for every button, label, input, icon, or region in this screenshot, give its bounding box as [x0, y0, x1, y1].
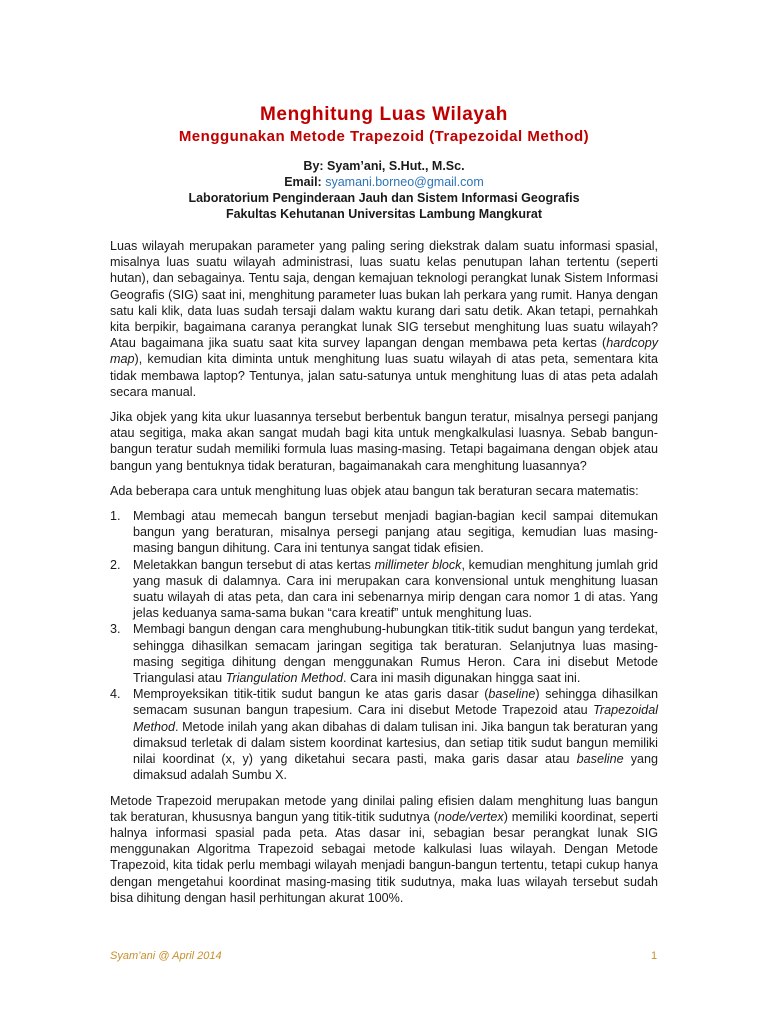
text-run: . Metode inilah yang akan dibahas di dalam tulisan ini. Jika bangun tak beraturan yang dimaksud terletak di dalam sistem koordinat kartesius, dan setiap titik sudut bangun memiliki nilai koordinat (x, y) yang diketahui secara pasti, maka garis dasar atau	[133, 719, 658, 767]
text-run: Luas wilayah merupakan parameter yang paling sering diekstrak dalam suatu informasi spasial, misalnya luas suatu wilayah administrasi, luas suatu kelas penutupan lahan tertentu (seperti hutan), dan sebagainya. Tentu saja, dengan kemajuan teknologi perangkat lunak Sistem Informasi Geografis (SIG) saat ini, menghitung parameter luas bukan lah perkara yang rumit. Hanya dengan satu kali klik, data luas sudah tersaji dalam waktu kurang dari satu detik. Akan tetapi, pernahkah kita berpikir, bagaimana caranya perangkat lunak SIG tersebut menghitung luas suatu wilayah? Atau bagaimana jika suatu saat kita survey lapangan dengan membawa peta kertas (	[110, 239, 658, 351]
document-body	[110, 238, 658, 915]
email-label: Email:	[284, 175, 326, 189]
text-run: Metode Trapezoid merupakan metode yang dinilai paling efisien dalam menghitung luas bangun tak beraturan, khususnya bangun yang titik-titik sudutnya (	[110, 793, 658, 824]
text-run: ) memiliki koordinat, seperti halnya informasi spasial pada peta. Atas dasar ini, sebagian besar perangkat lunak SIG menggunakan Algoritma Trapezoid sebagai metode kalkulasi luas wilayah. Dengan Metode Trapezoid, kita tidak perlu membagi wilayah menjadi bangun-bangun tertentu, tetapi cukup hanya dengan mengetahui koordinat masing-masing titik sudutnya, maka luas wilayah tersebut sudah bisa dihitung dengan hasil perhitungan akurat 100%.	[110, 809, 658, 905]
italic-term: hardcopy map	[110, 336, 658, 367]
italic-term: baseline	[488, 687, 536, 702]
faculty-name: Fakultas Kehutanan Universitas Lambung Mangkurat	[225, 207, 543, 221]
list-number: 2.	[110, 557, 121, 572]
list-item	[110, 557, 658, 622]
italic-term: millimeter block	[374, 557, 462, 572]
page-number: 1	[651, 950, 658, 962]
list-number: 1.	[110, 509, 121, 524]
text-run: , kemudian menghitung jumlah grid yang masuk di dalamnya. Cara ini merupakan cara konvensional untuk menghitung luasan suatu wilayah di atas peta, dan cara ini sebenarnya mirip dengan cara nomor 1 di atas. Yang jelas keduanya sama-sama bukan “cara kreatif” untuk menghitung luas.	[133, 557, 658, 621]
paragraph-regular-shapes: Jika objek yang kita ukur luasannya tersebut berbentuk bangun teratur, misalnya persegi panjang atau segitiga, maka akan sangat mudah bagi kita untuk mengkalkulasi luasnya. Sebab bangun-bangun teratur sudah memiliki formula luas masing-masing. Tetapi bagaimana dengan objek atau bangun yang bentuknya tidak beraturan, bagaimanakah cara menghitung luasannya?	[110, 410, 658, 473]
italic-term: baseline	[576, 752, 624, 767]
methods-list	[110, 508, 658, 783]
text-run: . Cara ini masih digunakan hingga saat ini.	[343, 671, 581, 686]
paragraph-intro	[110, 238, 658, 400]
list-number: 3.	[110, 622, 121, 637]
text-run: ), kemudian kita diminta untuk menghitung luas suatu wilayah di atas peta, sementara kita tidak membawa laptop? Tentunya, jalan satu-satunya untuk menghitung luas di atas peta adalah secara manual.	[110, 352, 658, 399]
text-run: Membagi bangun dengan cara menghubung-hubungkan titik-titik sudut bangun yang terdekat, sehingga dihasilkan semacam jaringan segitiga tak beraturan. Selanjutnya luas masing-masing segitiga dihitung dengan menggunakan Rumus Heron. Cara ini disebut Metode Triangulasi atau	[133, 622, 658, 686]
email-link[interactable]: syamani.borneo@gmail.com	[325, 175, 484, 189]
text-run: ) sehingga dihasilkan semacam susunan bangun trapesium. Cara ini disebut Metode Trapezoid atau	[133, 687, 658, 718]
list-item	[110, 686, 658, 783]
text-run: Membagi atau memecah bangun tersebut menjadi bagian-bagian kecil sampai ditemukan bangun yang beraturan, misalnya persegi panjang atau segitiga, kemudian luas masing-masing bangun dihitung. Cara ini tentunya sangat tidak efisien.	[133, 509, 658, 556]
document-title: Menghitung Luas Wilayah	[260, 104, 508, 125]
list-item	[110, 508, 658, 557]
paragraph-trapezoid	[110, 793, 658, 906]
text-run: Meletakkan bangun tersebut di atas kertas	[133, 557, 375, 572]
author-block	[0, 158, 768, 222]
lab-name: Laboratorium Penginderaan Jauh dan Sistem Informasi Geografis	[188, 191, 580, 205]
footer-author-date: Syam’ani @ April 2014	[110, 950, 222, 962]
paragraph-methods-intro: Ada beberapa cara untuk menghitung luas objek atau bangun tak beraturan secara matematis:	[110, 483, 639, 498]
author-name: By: Syam’ani, S.Hut., M.Sc.	[303, 159, 465, 173]
italic-term: Triangulation Method	[225, 671, 344, 686]
text-run: yang dimaksud adalah Sumbu X.	[133, 752, 659, 783]
italic-term: node/vertex	[437, 809, 504, 824]
email-line	[0, 174, 768, 190]
document-subtitle: Menggunakan Metode Trapezoid (Trapezoidal Method)	[178, 128, 590, 145]
list-item	[110, 621, 658, 686]
text-run: Memproyeksikan titik-titik sudut bangun ke atas garis dasar (	[133, 687, 489, 702]
list-number: 4.	[110, 687, 121, 702]
italic-term: Trapezoidal Method	[133, 703, 658, 734]
